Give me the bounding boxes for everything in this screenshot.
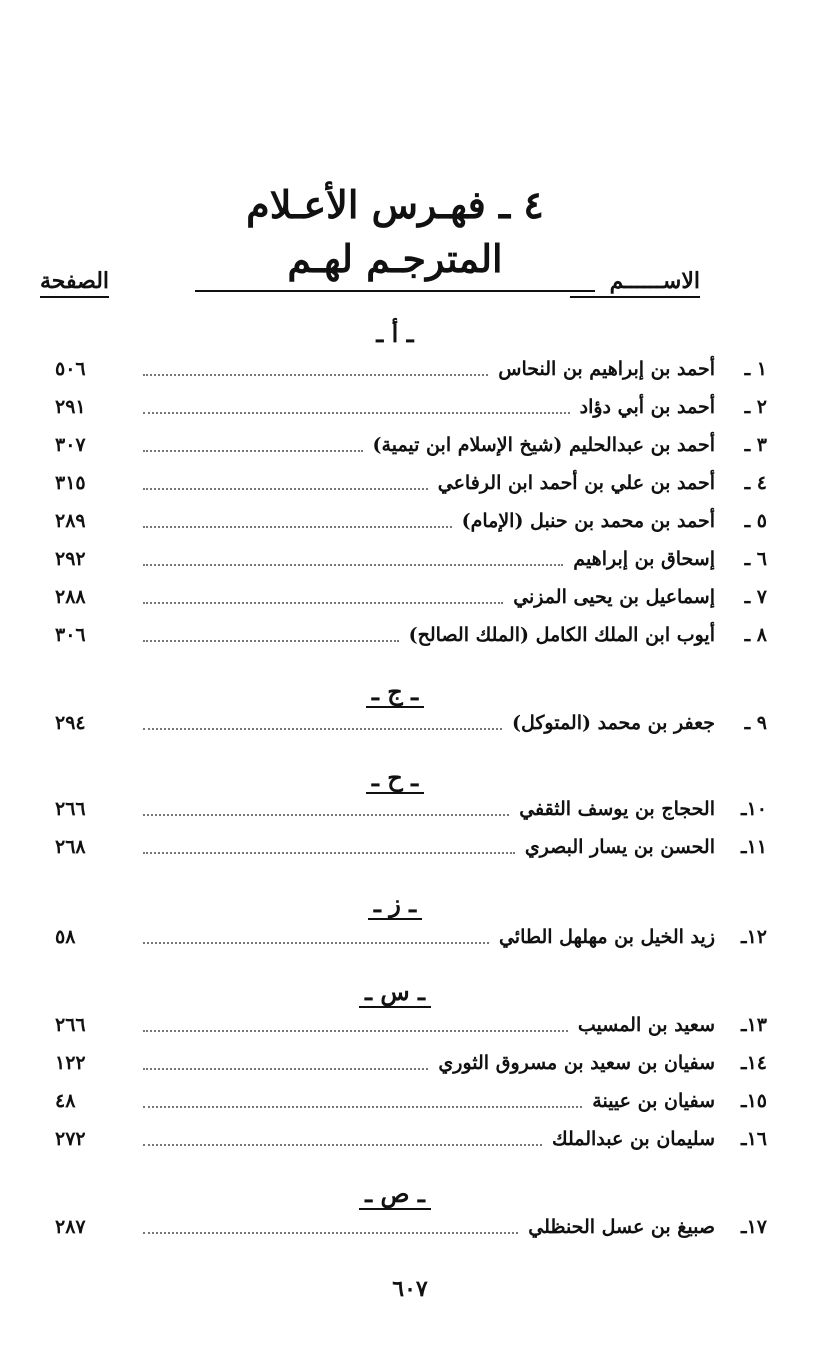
entry-name: أحمد بن محمد بن حنبل (الإمام) — [461, 510, 715, 532]
page-number: ٦٠٧ — [392, 1276, 428, 1302]
entry-page: ٥٠٦ — [55, 358, 86, 380]
entry-page: ٢٦٦ — [55, 1014, 86, 1036]
entry-number: ٩ ـ — [744, 712, 767, 734]
entry-page: ٥٨ — [55, 926, 76, 948]
leader-dots — [143, 1068, 428, 1070]
leader-dots — [143, 942, 489, 944]
entry-name: إسماعيل بن يحيى المزني — [513, 586, 715, 608]
column-header-page: الصفحة — [40, 266, 109, 298]
leader-dots — [143, 450, 363, 452]
entry-name: زيد الخيل بن مهلهل الطائي — [498, 926, 715, 948]
index-entry — [55, 1120, 767, 1154]
section-letter-zay: ـ ز ـ — [355, 888, 435, 920]
entry-number: ٤ ـ — [744, 472, 767, 494]
entry-number: ٣ ـ — [744, 434, 767, 456]
index-entry — [55, 464, 767, 498]
section-letter-jim: ـ ج ـ — [355, 676, 435, 708]
entry-page: ٢٦٨ — [55, 836, 86, 858]
index-entry — [55, 388, 767, 422]
entry-page: ٢٨٧ — [55, 1216, 86, 1238]
leader-dots — [143, 1144, 542, 1146]
leader-dots — [143, 852, 515, 854]
entry-number: ٥ ـ — [744, 510, 767, 532]
leader-dots — [143, 564, 563, 566]
entry-name: إسحاق بن إبراهيم — [573, 548, 715, 570]
entry-number: ١٧ـ — [741, 1216, 767, 1238]
entry-name: صبيغ بن عسل الحنظلي — [528, 1216, 715, 1238]
entry-number: ١٣ـ — [741, 1014, 767, 1036]
entry-number: ١ ـ — [744, 358, 767, 380]
page-title: ٤ ـ فهـرس الأعـلام المترجـم لهـم — [195, 178, 595, 292]
index-entry — [55, 1044, 767, 1078]
index-entry — [55, 1082, 767, 1116]
entry-name: أيوب ابن الملك الكامل (الملك الصالح) — [408, 624, 715, 646]
entry-name: سفيان بن عيينة — [592, 1090, 715, 1112]
entry-number: ٦ ـ — [744, 548, 767, 570]
leader-dots — [143, 728, 502, 730]
entry-page: ٣٠٧ — [55, 434, 86, 456]
column-header-name: الاســــــم — [570, 266, 700, 298]
entry-page: ٢٨٩ — [55, 510, 86, 532]
entry-page: ١٢٢ — [55, 1052, 86, 1074]
index-entry — [55, 350, 767, 384]
index-entry — [55, 704, 767, 738]
entry-name: جعفر بن محمد (المتوكل) — [511, 712, 715, 734]
leader-dots — [143, 1232, 518, 1234]
index-entry — [55, 918, 767, 952]
entry-page: ٢٩٢ — [55, 548, 86, 570]
section-letter-ha: ـ ح ـ — [355, 762, 435, 794]
entry-number: ١٠ـ — [741, 798, 767, 820]
entry-number: ١٦ـ — [741, 1128, 767, 1150]
index-entry — [55, 502, 767, 536]
leader-dots — [143, 488, 428, 490]
leader-dots — [143, 1030, 568, 1032]
section-letter-sad: ـ ص ـ — [355, 1178, 435, 1210]
entry-page: ٢٩٤ — [55, 712, 86, 734]
entry-page: ٢٩١ — [55, 396, 86, 418]
entry-name: أحمد بن إبراهيم بن النحاس — [498, 358, 715, 380]
entry-number: ٧ ـ — [744, 586, 767, 608]
section-letter-sin: ـ س ـ — [355, 976, 435, 1008]
entry-number: ٢ ـ — [744, 396, 767, 418]
entry-number: ١٥ـ — [741, 1090, 767, 1112]
entry-number: ١٤ـ — [741, 1052, 767, 1074]
leader-dots — [143, 412, 570, 414]
entry-number: ١٢ـ — [741, 926, 767, 948]
section-letter-alif: ـ أ ـ — [376, 319, 414, 348]
entry-name: أحمد بن علي بن أحمد ابن الرفاعي — [437, 472, 715, 494]
entry-name: سعيد بن المسيب — [577, 1014, 715, 1036]
leader-dots — [143, 814, 509, 816]
index-entry — [55, 828, 767, 862]
entry-page: ٣٠٦ — [55, 624, 86, 646]
leader-dots — [143, 1106, 582, 1108]
leader-dots — [143, 526, 452, 528]
entry-page: ٤٨ — [55, 1090, 76, 1112]
index-entry — [55, 790, 767, 824]
entry-name: الحجاج بن يوسف الثقفي — [519, 798, 715, 820]
index-entry — [55, 578, 767, 612]
entry-number: ٨ ـ — [744, 624, 767, 646]
entry-page: ٢٨٨ — [55, 586, 86, 608]
index-entry — [55, 426, 767, 460]
entry-name: أحمد بن عبدالحليم (شيخ الإسلام ابن تيمية) — [372, 434, 715, 456]
entry-page: ٢٧٢ — [55, 1128, 86, 1150]
entry-page: ٢٦٦ — [55, 798, 86, 820]
leader-dots — [143, 602, 503, 604]
entry-page: ٣١٥ — [55, 472, 86, 494]
index-entry — [55, 1208, 767, 1242]
entry-name: سفيان بن سعيد بن مسروق الثوري — [438, 1052, 715, 1074]
entry-name: سليمان بن عبدالملك — [551, 1128, 715, 1150]
index-entry — [55, 616, 767, 650]
entry-name: الحسن بن يسار البصري — [524, 836, 715, 858]
entry-name: أحمد بن أبي دؤاد — [579, 396, 715, 418]
index-entry — [55, 540, 767, 574]
leader-dots — [143, 374, 488, 376]
entry-number: ١١ـ — [741, 836, 767, 858]
index-entry — [55, 1006, 767, 1040]
leader-dots — [143, 640, 399, 642]
